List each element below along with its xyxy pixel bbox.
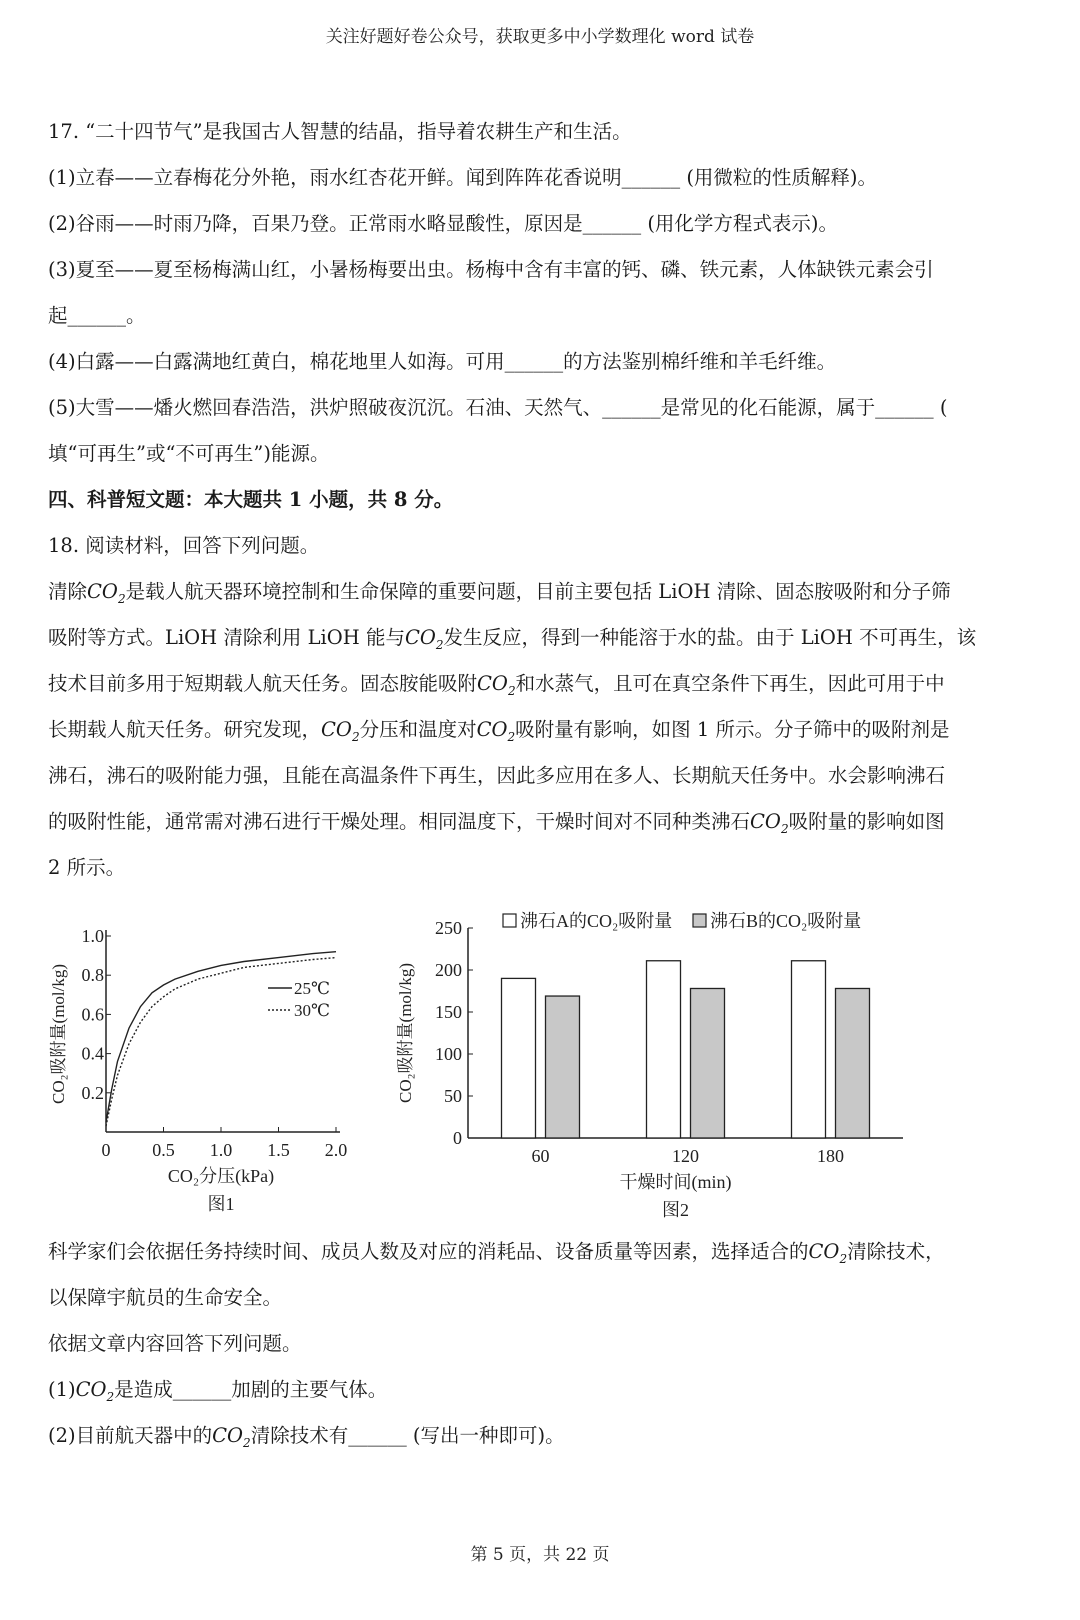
q17-part3b: 起______。	[48, 304, 146, 327]
legend-swatch	[693, 914, 706, 927]
series-line-25℃	[106, 952, 336, 1122]
x-tick-label: 0	[101, 1140, 111, 1160]
co2-formula: $CO_2$	[750, 810, 789, 836]
co2-formula: $CO_2$	[404, 626, 444, 652]
co2-formula: $CO_2$	[87, 580, 126, 606]
q18-line-4: 长期载人航天任务。研究发现，$CO_2$分压和温度对$CO_2$吸附量有影响，如图 1 所示。分子筛中的吸附剂是	[48, 718, 950, 744]
co2-formula: $CO_2$	[476, 718, 516, 744]
q18-line-5: 沸石，沸石的吸附能力强，且能在高温条件下再生，因此多应用在多人、长期航天任务中。水会影响沸石	[48, 764, 946, 787]
co2-formula: $CO_2$	[477, 672, 516, 698]
q18-after-1: 科学家们会依据任务持续时间、成员人数及对应的消耗品、设备质量等因素，选择适合的$CO_2$清除技术，	[48, 1240, 945, 1266]
y-tick-label: 0	[453, 1128, 462, 1148]
co2-formula: $CO_2$	[75, 1378, 115, 1404]
q18-line-2: 吸附等方式。LiOH 清除利用 LiOH 能与$CO_2$发生反应，得到一种能溶于水的盐。由于 LiOH 不可再生，该	[48, 626, 977, 652]
x-tick-label: 60	[531, 1146, 550, 1166]
q18-intro: 18. 阅读材料，回答下列问题。	[48, 534, 320, 557]
y-tick-label: 0.4	[81, 1043, 104, 1064]
x-axis-label: CO₂分压(kPa)	[167, 1166, 275, 1186]
y-tick-label: 0.6	[81, 1004, 104, 1025]
q18-subq-1: $(1)CO_2$是造成______加剧的主要气体。	[48, 1378, 388, 1404]
q18-subq-2: (2)目前航天器中的$CO_2$清除技术有______ (写出一种即可)。	[48, 1424, 565, 1450]
y-tick-label: 250	[435, 918, 462, 938]
figure-2-bar-chart	[393, 910, 913, 1240]
x-tick-label: 2.0	[324, 1140, 348, 1160]
q17-part2: (2)谷雨——时雨乃降，百果乃登。正常雨水略显酸性，原因是______ (用化学方程式表示)。	[48, 212, 839, 235]
y-tick-label: 150	[435, 1002, 462, 1022]
legend-label: 25℃	[294, 979, 331, 998]
q17-part4: (4)白露——白露满地红黄白，棉花地里人如海。可用______的方法鉴别棉纤维和羊毛纤维。	[48, 350, 837, 373]
q17-part5a: (5)大雪——燔火燃回春浩浩，洪炉照破夜沉沉。石油、天然气、______是常见的化石能源，属于______ (	[48, 396, 948, 419]
q18-line-1: 清除$CO_2$是载人航天器环境控制和生命保障的重要问题，目前主要包括 LiOH 清除、固态胺吸附和分子筛	[48, 580, 951, 606]
page-header: 关注好题好卷公众号，获取更多中小学数理化 word 试卷	[325, 27, 755, 47]
legend-swatch	[503, 914, 516, 927]
q18-line-6: 的吸附性能，通常需对沸石进行干燥处理。相同温度下，干燥时间对不同种类沸石$CO_2$吸附量的影响如图	[48, 810, 945, 836]
x-tick-label: 1.5	[267, 1140, 290, 1160]
bar-60-0	[502, 978, 536, 1138]
x-tick-label: 180	[817, 1146, 844, 1166]
x-axis-label: 干燥时间(min)	[619, 1172, 732, 1192]
co2-formula: $CO_2$	[808, 1240, 848, 1266]
legend-label: 30℃	[294, 1001, 331, 1020]
co2-formula: $CO_2$	[321, 718, 360, 744]
figure-caption: 图2	[662, 1200, 689, 1220]
figure-1-line-chart	[48, 910, 378, 1240]
bar-180-1	[836, 988, 870, 1138]
y-tick-label: 50	[444, 1086, 462, 1106]
y-tick-label: 200	[435, 960, 462, 980]
q17-part1: (1)立春——立春梅花分外艳，雨水红杏花开鲜。闻到阵阵花香说明______ (用微粒的性质解释)。	[48, 166, 878, 189]
document-body	[48, 120, 1038, 1470]
y-axis-label: CO₂吸附量(mol/kg)	[49, 963, 68, 1105]
section-heading: 四、科普短文题：本大题共 1 小题，共 8 分。	[48, 488, 454, 511]
y-tick-label: 100	[435, 1044, 462, 1064]
y-tick-label: 1.0	[81, 926, 104, 946]
x-tick-label: 1.0	[209, 1140, 233, 1160]
q18-after-2: 以保障宇航员的生命安全。	[48, 1286, 283, 1309]
q18-line-7: 2 所示。	[48, 856, 126, 879]
legend-label: 沸石A的CO₂吸附量	[520, 911, 673, 931]
bar-120-1	[691, 988, 725, 1138]
co2-formula: $CO_2$	[212, 1424, 251, 1450]
y-axis-label: CO₂吸附量(mol/kg)	[396, 962, 415, 1104]
q17-intro: 17. “二十四节气”是我国古人智慧的结晶，指导着农耕生产和生活。	[48, 120, 632, 143]
y-tick-label: 0.8	[81, 965, 104, 986]
page-footer: 第 5 页，共 22 页	[470, 1545, 610, 1565]
bar-60-1	[546, 996, 580, 1138]
q18-after-3: 依据文章内容回答下列问题。	[48, 1332, 302, 1355]
x-tick-label: 0.5	[152, 1140, 175, 1160]
figures	[48, 910, 1038, 1240]
q17-part5b: 填“可再生”或“不可再生”)能源。	[48, 442, 330, 465]
bar-120-0	[647, 961, 681, 1138]
legend-label: 沸石B的CO₂吸附量	[710, 911, 862, 931]
x-tick-label: 120	[672, 1146, 699, 1166]
q17-part3a: (3)夏至——夏至杨梅满山红，小暑杨梅要出虫。杨梅中含有丰富的钙、磷、铁元素，人体缺铁元素会引	[48, 258, 934, 281]
q18-line-3: 技术目前多用于短期载人航天任务。固态胺能吸附$CO_2$和水蒸气，且可在真空条件下再生，因此可用于中	[48, 672, 945, 698]
bar-180-0	[792, 961, 826, 1138]
y-tick-label: 0.2	[81, 1082, 104, 1103]
figure-caption: 图1	[207, 1194, 235, 1214]
